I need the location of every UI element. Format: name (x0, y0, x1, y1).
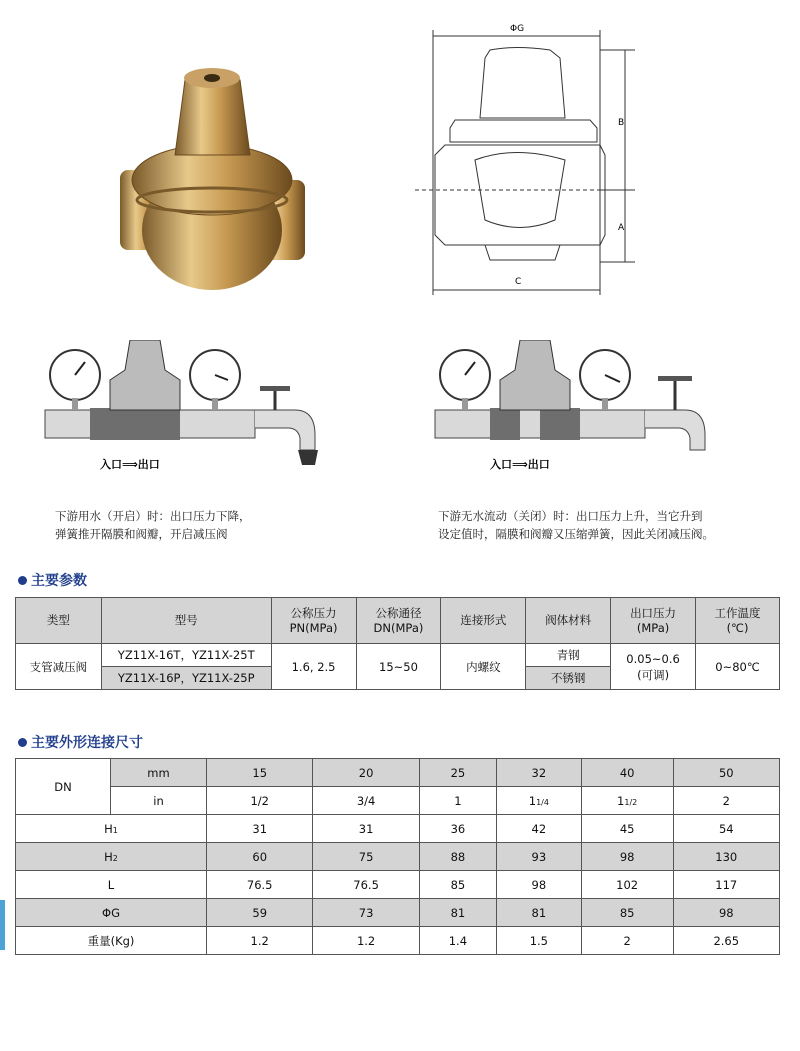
dn-label-cell: DN (16, 759, 111, 815)
temperature-cell: 0~80℃ (696, 644, 780, 690)
row-label: ΦG (16, 899, 207, 927)
material-cell: 不锈钢 (526, 667, 611, 690)
caption-open (55, 507, 355, 543)
in-value: 1 (454, 793, 462, 808)
section-title-params (18, 570, 87, 590)
dim-label-b: B (618, 118, 625, 128)
in-cell (207, 787, 313, 815)
header-cell: 阀体材料 (526, 598, 611, 644)
caption-closed-line-2: 设定值时，隔膜和阀瓣又压缩弹簧，因此关闭减压阀。 (438, 527, 714, 541)
type-cell: 支管减压阀 (16, 644, 102, 690)
in-value: 1 (617, 793, 625, 808)
params-table (15, 597, 780, 690)
mm-cell: 32 (496, 759, 581, 787)
mm-cell: 15 (207, 759, 313, 787)
diameter-cell: 15~50 (356, 644, 441, 690)
value-cell: 88 (419, 843, 496, 871)
value-cell: 54 (673, 815, 779, 843)
caption-open-line-1: 下游用水（开启）时：出口压力下降， (55, 509, 251, 523)
params-header-row (16, 598, 780, 644)
inlet-outlet-label-2: 入口⟹出口 (490, 458, 550, 471)
header-cell: 型号 (101, 598, 271, 644)
in-value: 3/4 (356, 793, 376, 808)
pressure-cell: 1.6, 2.5 (271, 644, 356, 690)
row-label: 重量(Kg) (16, 927, 207, 955)
mm-cell: 50 (673, 759, 779, 787)
value-cell: 2.65 (673, 927, 779, 955)
inlet-outlet-label-1: 入口⟹出口 (100, 458, 160, 471)
in-value: 1/2 (250, 793, 269, 808)
in-value: 1 (528, 793, 537, 808)
value-cell: 1.5 (496, 927, 581, 955)
in-cell (313, 787, 419, 815)
value-cell: 76.5 (207, 871, 313, 899)
value-cell: 85 (419, 871, 496, 899)
dimensions-table (15, 758, 780, 955)
dims-row-weight (16, 927, 780, 955)
dims-row-l (16, 871, 780, 899)
value-cell: 93 (496, 843, 581, 871)
params-row (16, 644, 780, 667)
connection-cell: 内螺纹 (441, 644, 526, 690)
dims-row-h2 (16, 843, 780, 871)
row-label (16, 843, 207, 871)
unit-cell: in (111, 787, 207, 815)
row-label (16, 815, 207, 843)
in-cell (496, 787, 581, 815)
caption-closed-line-1: 下游无水流动（关闭）时：出口压力上升，当它升到 (438, 509, 703, 523)
value-cell: 45 (581, 815, 673, 843)
bullet-icon (18, 738, 27, 747)
valve-open-diagram (40, 340, 340, 480)
dim-label-g: ΦG (510, 24, 525, 34)
header-cell: 连接形式 (441, 598, 526, 644)
value-cell: 42 (496, 815, 581, 843)
section-title-dimensions (18, 732, 143, 752)
value-cell: 73 (313, 899, 419, 927)
value-cell: 1.2 (207, 927, 313, 955)
value-cell: 2 (581, 927, 673, 955)
value-cell: 130 (673, 843, 779, 871)
row-label: L (16, 871, 207, 899)
unit-cell: mm (111, 759, 207, 787)
row-label-main: H (104, 849, 113, 864)
value-cell: 60 (207, 843, 313, 871)
dims-in-row (16, 787, 780, 815)
in-cell (673, 787, 779, 815)
value-cell: 117 (673, 871, 779, 899)
side-accent-bar (0, 900, 5, 950)
value-cell: 81 (496, 899, 581, 927)
value-cell: 98 (673, 899, 779, 927)
mm-cell: 20 (313, 759, 419, 787)
model-cell: YZ11X-16T，YZ11X-25T (101, 644, 271, 667)
value-cell: 98 (581, 843, 673, 871)
in-cell (581, 787, 673, 815)
value-cell: 102 (581, 871, 673, 899)
caption-closed (438, 507, 778, 543)
row-label-main: H (104, 821, 113, 836)
model-cell: YZ11X-16P，YZ11X-25P (101, 667, 271, 690)
in-fraction: 1/4 (536, 797, 549, 807)
section-title-dimensions-text: 主要外形连接尺寸 (31, 735, 143, 751)
material-cell: 青钢 (526, 644, 611, 667)
value-cell: 1.4 (419, 927, 496, 955)
value-cell: 76.5 (313, 871, 419, 899)
value-cell: 31 (313, 815, 419, 843)
value-cell: 36 (419, 815, 496, 843)
mm-cell: 25 (419, 759, 496, 787)
in-fraction: 1/2 (624, 797, 638, 807)
product-photo (120, 60, 305, 310)
mm-cell: 40 (581, 759, 673, 787)
dim-label-c: C (515, 277, 522, 287)
outlet-pressure-cell: 0.05~0.6 (可调) (611, 644, 696, 690)
dims-row-g (16, 899, 780, 927)
bullet-icon (18, 576, 27, 585)
header-cell: 工作温度 (℃) (696, 598, 780, 644)
value-cell: 31 (207, 815, 313, 843)
row-label-sub: 2 (112, 853, 118, 863)
header-cell: 公称通径 DN(MPa) (356, 598, 441, 644)
header-cell: 出口压力 (MPa) (611, 598, 696, 644)
dim-label-a: A (618, 223, 625, 233)
value-cell: 98 (496, 871, 581, 899)
header-cell: 类型 (16, 598, 102, 644)
dims-row-h1 (16, 815, 780, 843)
value-cell: 1.2 (313, 927, 419, 955)
value-cell: 81 (419, 899, 496, 927)
row-label-sub: 1 (112, 825, 118, 835)
value-cell: 75 (313, 843, 419, 871)
header-cell: 公称压力 PN(MPa) (271, 598, 356, 644)
dimension-drawing (415, 20, 635, 300)
section-title-params-text: 主要参数 (31, 573, 87, 589)
value-cell: 59 (207, 899, 313, 927)
value-cell: 85 (581, 899, 673, 927)
valve-closed-diagram (430, 340, 730, 480)
in-cell (419, 787, 496, 815)
caption-open-line-2: 弹簧推开隔膜和阀瓣，开启减压阀 (55, 527, 228, 541)
in-value: 2 (722, 793, 730, 808)
dims-mm-row (16, 759, 780, 787)
